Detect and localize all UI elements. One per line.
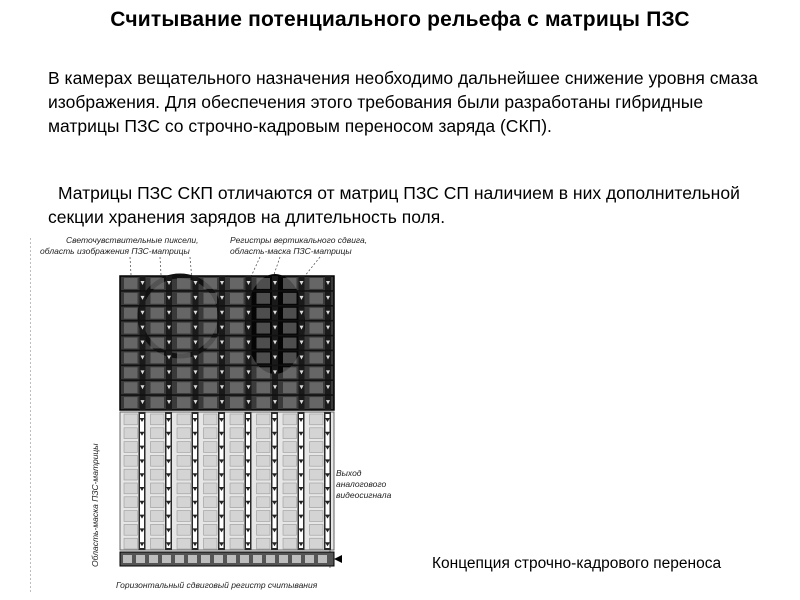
storage-cell xyxy=(177,469,191,480)
storage-cell xyxy=(310,442,324,453)
image-pixel xyxy=(230,308,244,319)
image-pixel xyxy=(230,382,244,393)
image-pixel xyxy=(310,382,324,393)
image-pixel xyxy=(283,338,297,349)
image-pixel xyxy=(177,338,191,349)
image-pixel xyxy=(257,382,271,393)
image-pixel xyxy=(177,367,191,378)
image-pixel xyxy=(310,308,324,319)
storage-cell xyxy=(283,442,297,453)
image-pixel xyxy=(257,352,271,363)
storage-cell xyxy=(151,511,165,522)
storage-cell xyxy=(310,428,324,439)
storage-cell xyxy=(310,483,324,494)
image-pixel xyxy=(230,278,244,289)
image-pixel xyxy=(177,293,191,304)
image-pixel xyxy=(151,308,165,319)
storage-cell xyxy=(230,455,244,466)
storage-cell xyxy=(257,511,271,522)
h-register-cell xyxy=(279,555,288,563)
storage-cell xyxy=(283,524,297,535)
image-pixel xyxy=(124,308,138,319)
storage-cell xyxy=(204,538,218,549)
storage-cell xyxy=(257,524,271,535)
storage-cell xyxy=(257,414,271,425)
label-output-line3: видеосигнала xyxy=(336,490,392,500)
storage-cell xyxy=(204,497,218,508)
storage-cell xyxy=(230,428,244,439)
image-pixel xyxy=(204,338,218,349)
storage-cell xyxy=(310,511,324,522)
image-pixel xyxy=(310,278,324,289)
storage-cell xyxy=(151,428,165,439)
image-pixel xyxy=(310,293,324,304)
label-registers-line1: Регистры вертикального сдвига, xyxy=(230,235,368,245)
storage-cell xyxy=(283,455,297,466)
storage-cell xyxy=(283,511,297,522)
storage-cell xyxy=(204,524,218,535)
image-pixel xyxy=(204,278,218,289)
storage-cell xyxy=(177,414,191,425)
h-register-cell xyxy=(292,555,301,563)
image-pixel xyxy=(283,352,297,363)
image-pixel xyxy=(257,293,271,304)
image-pixel xyxy=(151,397,165,408)
storage-cell xyxy=(230,442,244,453)
h-register-cell xyxy=(227,555,236,563)
h-register-cell xyxy=(253,555,262,563)
image-pixel xyxy=(177,323,191,334)
image-pixel xyxy=(230,338,244,349)
image-pixel xyxy=(283,397,297,408)
image-pixel xyxy=(124,397,138,408)
horizontal-register xyxy=(120,552,342,566)
storage-cell xyxy=(310,497,324,508)
storage-cell xyxy=(257,455,271,466)
image-pixel xyxy=(283,308,297,319)
ccd-diagram-svg xyxy=(30,232,420,600)
image-pixel xyxy=(177,352,191,363)
storage-cell xyxy=(124,414,138,425)
storage-cell xyxy=(151,497,165,508)
storage-cell xyxy=(124,497,138,508)
storage-cell xyxy=(230,483,244,494)
storage-cell xyxy=(257,538,271,549)
image-pixel xyxy=(204,293,218,304)
image-pixel xyxy=(151,382,165,393)
h-register-cell xyxy=(305,555,314,563)
image-pixel xyxy=(177,308,191,319)
storage-cell xyxy=(283,483,297,494)
image-pixel xyxy=(283,367,297,378)
image-pixel xyxy=(310,323,324,334)
storage-cell xyxy=(283,414,297,425)
storage-cell xyxy=(204,442,218,453)
storage-cell xyxy=(204,414,218,425)
image-pixel xyxy=(204,397,218,408)
image-pixel xyxy=(177,382,191,393)
image-pixel xyxy=(310,338,324,349)
storage-cell xyxy=(177,455,191,466)
figure-caption: Концепция строчно-кадрового переноса xyxy=(432,555,722,572)
storage-cell xyxy=(151,538,165,549)
image-pixel xyxy=(283,278,297,289)
image-pixel xyxy=(283,323,297,334)
label-mask-area: Область-маска ПЗС-матрицы xyxy=(90,443,100,567)
storage-cell xyxy=(283,538,297,549)
h-register-cell xyxy=(175,555,184,563)
image-pixel xyxy=(124,293,138,304)
image-pixel xyxy=(257,338,271,349)
storage-cell xyxy=(124,442,138,453)
image-pixel xyxy=(257,323,271,334)
image-pixel xyxy=(230,323,244,334)
storage-cell xyxy=(151,442,165,453)
label-output-line1: Выход xyxy=(336,468,362,478)
h-register-cell xyxy=(123,555,132,563)
image-pixel xyxy=(204,352,218,363)
image-pixel xyxy=(204,382,218,393)
storage-cell xyxy=(283,428,297,439)
storage-cell xyxy=(257,483,271,494)
storage-cell xyxy=(230,414,244,425)
storage-cell xyxy=(151,469,165,480)
image-pixel xyxy=(124,382,138,393)
h-register-cell xyxy=(266,555,275,563)
ccd-diagram xyxy=(30,232,420,600)
image-pixel xyxy=(151,293,165,304)
label-horizontal-register: Горизонтальный сдвиговый регистр считывания xyxy=(116,580,318,590)
image-pixel xyxy=(124,278,138,289)
image-pixel xyxy=(310,352,324,363)
storage-cell xyxy=(257,469,271,480)
label-output-line2: аналогового xyxy=(336,479,387,489)
storage-cell xyxy=(177,511,191,522)
image-pixel xyxy=(124,352,138,363)
image-pixel xyxy=(204,323,218,334)
image-pixel xyxy=(151,323,165,334)
storage-cell xyxy=(310,414,324,425)
label-pixels-line2: область изображения ПЗС-матрицы xyxy=(40,246,190,256)
image-pixel xyxy=(230,293,244,304)
storage-cell xyxy=(124,455,138,466)
image-pixel xyxy=(124,323,138,334)
image-pixel xyxy=(151,367,165,378)
image-pixel xyxy=(151,338,165,349)
output-arrow xyxy=(334,555,342,563)
storage-cell xyxy=(124,524,138,535)
image-pixel xyxy=(257,278,271,289)
storage-cell xyxy=(310,455,324,466)
storage-cell xyxy=(204,511,218,522)
storage-cell xyxy=(310,538,324,549)
image-pixel xyxy=(177,278,191,289)
h-register-cell xyxy=(149,555,158,563)
storage-cell xyxy=(230,511,244,522)
image-pixel xyxy=(151,278,165,289)
paragraph-difference: Матрицы ПЗС СКП отличаются от матриц ПЗС СП наличием в них дополнительной секции хранения зарядов на длительность поля. xyxy=(48,183,740,227)
storage-cell xyxy=(124,538,138,549)
storage-cell xyxy=(177,428,191,439)
storage-cell xyxy=(177,483,191,494)
storage-cell xyxy=(204,428,218,439)
image-pixel xyxy=(257,397,271,408)
storage-cell xyxy=(230,538,244,549)
h-register-cell xyxy=(240,555,249,563)
paragraph-intro: В камерах вещательного назначения необходимо дальнейшее снижение уровня смаза изображения. Для обеспечения этого требования были разработаны гибридные матрицы ПЗС со строчно-кадровым переносом заряда (СКП). xyxy=(48,68,758,136)
image-pixel xyxy=(283,293,297,304)
image-pixel xyxy=(151,352,165,363)
storage-cell xyxy=(204,483,218,494)
h-register-cell xyxy=(188,555,197,563)
storage-cell xyxy=(177,538,191,549)
storage-cell xyxy=(283,469,297,480)
storage-cell xyxy=(257,428,271,439)
h-register-cell xyxy=(136,555,145,563)
image-pixel xyxy=(124,338,138,349)
image-pixel xyxy=(257,308,271,319)
storage-cell xyxy=(204,469,218,480)
storage-cell xyxy=(124,428,138,439)
storage-cell xyxy=(177,497,191,508)
storage-cell xyxy=(124,469,138,480)
h-register-cell xyxy=(162,555,171,563)
image-pixel xyxy=(230,352,244,363)
storage-cell xyxy=(177,524,191,535)
image-pixel xyxy=(124,367,138,378)
storage-cell xyxy=(124,511,138,522)
storage-cell xyxy=(151,455,165,466)
label-registers-line2: область-маска ПЗС-матрицы xyxy=(230,246,352,256)
h-register-cell xyxy=(214,555,223,563)
storage-cell xyxy=(257,442,271,453)
image-pixel xyxy=(310,397,324,408)
storage-cell xyxy=(124,483,138,494)
storage-cell xyxy=(204,455,218,466)
storage-cell xyxy=(257,497,271,508)
storage-area xyxy=(120,412,334,550)
image-pixel xyxy=(204,367,218,378)
storage-cell xyxy=(230,524,244,535)
storage-cell xyxy=(230,469,244,480)
image-pixel xyxy=(230,367,244,378)
storage-cell xyxy=(310,469,324,480)
h-register-cell xyxy=(318,555,327,563)
storage-cell xyxy=(177,442,191,453)
image-pixel xyxy=(257,367,271,378)
label-pixels-line1: Светочувствительные пиксели, xyxy=(66,235,199,245)
storage-cell xyxy=(310,524,324,535)
storage-cell xyxy=(151,524,165,535)
storage-cell xyxy=(151,414,165,425)
storage-cell xyxy=(230,497,244,508)
image-area xyxy=(120,274,334,410)
image-pixel xyxy=(177,397,191,408)
image-pixel xyxy=(230,397,244,408)
storage-cell xyxy=(283,497,297,508)
image-pixel xyxy=(204,308,218,319)
h-register-cell xyxy=(201,555,210,563)
storage-cell xyxy=(151,483,165,494)
image-pixel xyxy=(310,367,324,378)
image-pixel xyxy=(283,382,297,393)
slide-title: Считывание потенциального рельефа с матрицы ПЗС xyxy=(110,8,690,31)
